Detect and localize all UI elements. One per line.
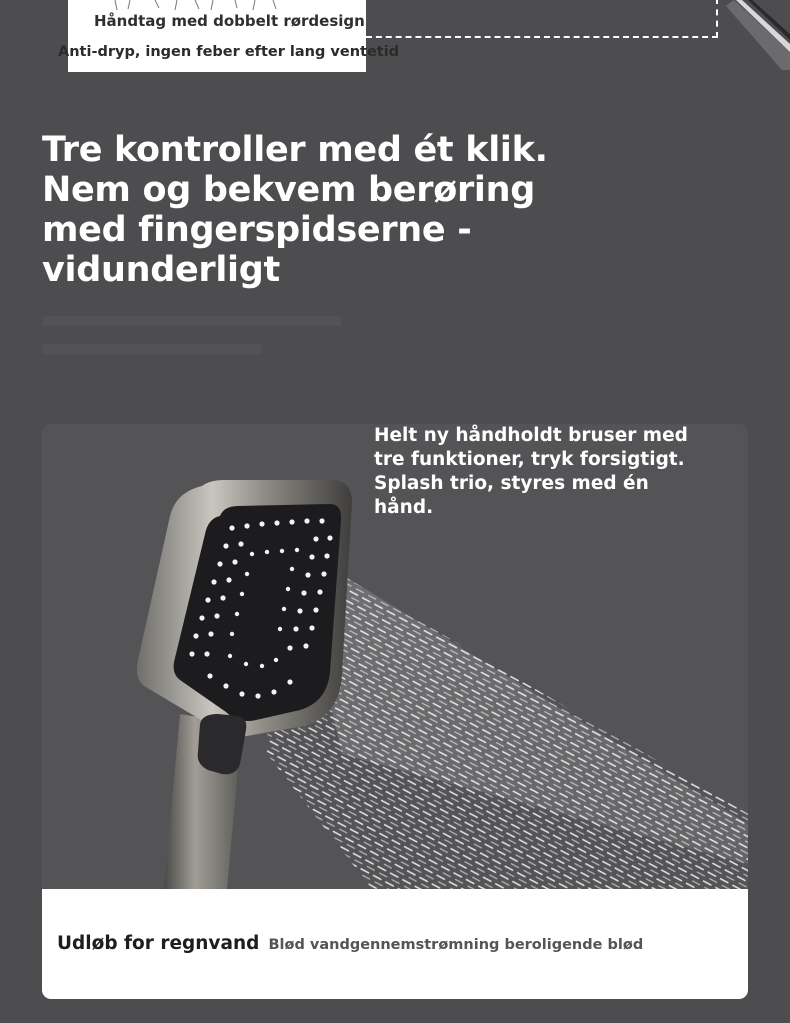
- headline-line: med fingerspidserne -: [42, 210, 472, 250]
- footer-description: Blød vandgennemstrømning beroligende blød: [268, 937, 644, 953]
- feature-sub-label: Anti-dryp, ingen feber efter lang ventetid: [58, 44, 400, 60]
- caption-line: hånd.: [374, 497, 434, 518]
- card-footer: [42, 889, 748, 999]
- card-caption: [374, 424, 704, 520]
- caption-line: Helt ny håndholdt bruser med: [374, 425, 688, 446]
- feature-label: Håndtag med dobbelt rørdesign: [94, 12, 365, 30]
- product-card: [42, 424, 748, 999]
- faded-text-line: [42, 316, 342, 326]
- shower-head-corner-icon: [722, 0, 790, 70]
- handle-sketch-fragment: [95, 0, 295, 12]
- headline-line: vidunderligt: [42, 250, 280, 290]
- caption-line: Splash trio, styres med én: [374, 473, 649, 494]
- headline-line: Tre kontroller med ét klik.: [42, 130, 548, 170]
- callout-dashed-line: [366, 0, 718, 38]
- page-headline: [42, 130, 562, 290]
- headline-line: Nem og bekvem berøring: [42, 170, 535, 210]
- footer-title: Udløb for regnvand: [57, 933, 260, 954]
- caption-line: tre funktioner, tryk forsigtigt.: [374, 449, 685, 470]
- faded-text-line: [42, 344, 262, 354]
- footer-text-row: [57, 933, 643, 954]
